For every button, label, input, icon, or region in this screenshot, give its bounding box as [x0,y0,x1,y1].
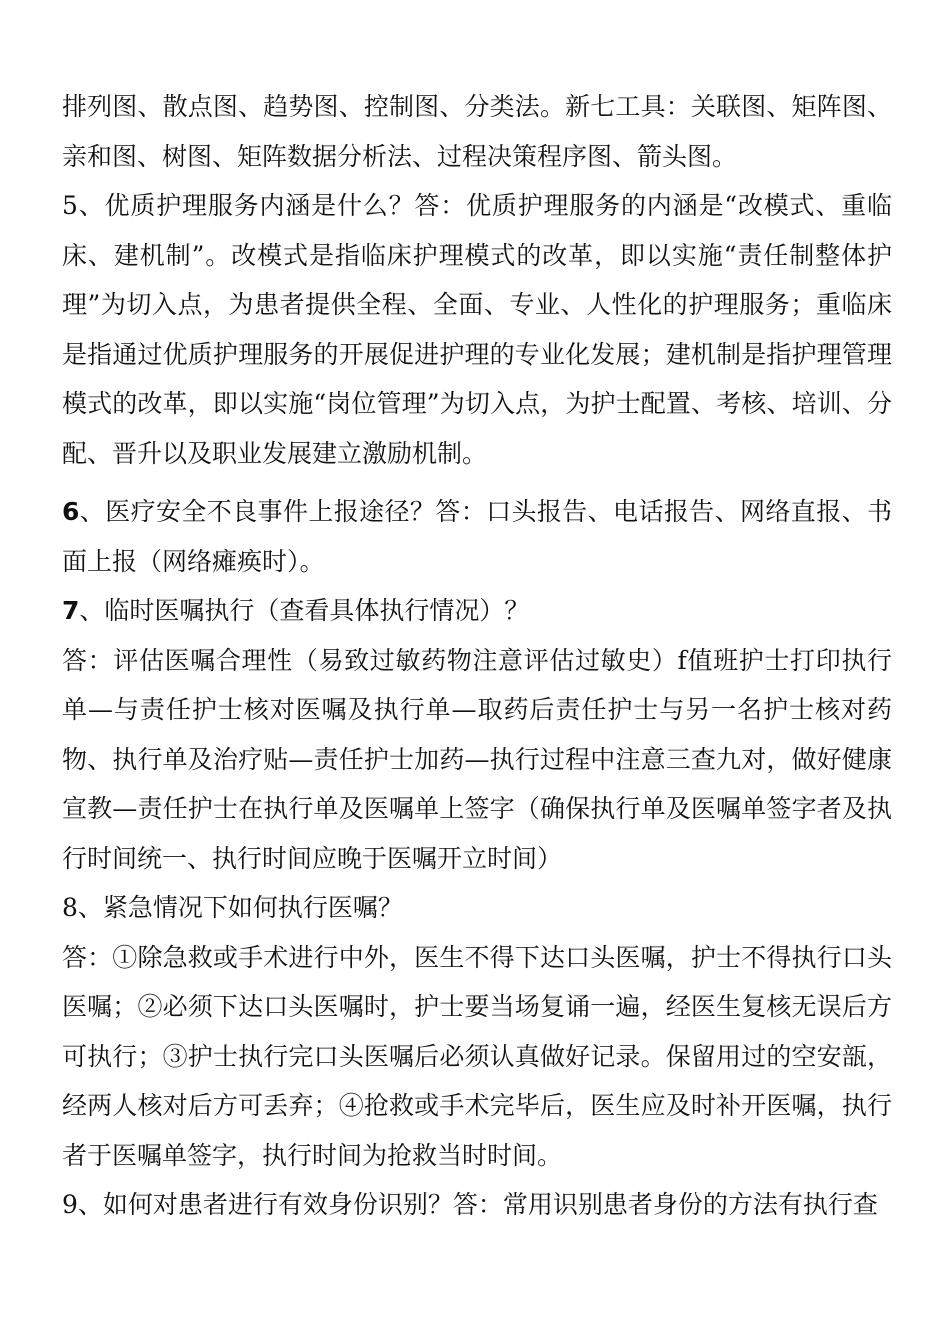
paragraph-number: 7 [62,596,80,625]
paragraph-text: 、如何对患者进行有效身份识别？答：常用识别患者身份的方法有执行查 [77,1190,878,1219]
paragraph-number: 9 [62,1190,78,1219]
document-page [62,82,892,1230]
paragraph-number: 5 [62,191,78,220]
paragraph-question-8 [62,883,892,933]
paragraph-text: 排列图、散点图、趋势图、控制图、分类法。新七工具：关联图、矩阵图、亲和图、树图、矩阵数据分析法、过程决策程序图、箭头图。 [62,92,892,171]
paragraph-question-5 [62,181,892,478]
paragraph-text: 答：评估医嘱合理性（易致过敏药物注意评估过敏史）f值班护士打印执行单—与责任护士核对医嘱及执行单—取药后责任护士与另一名护士核对药物、执行单及治疗贴—责任护士加药—执行过程中注意三查九对，做好健康宣教—责任护士在执行单及医嘱单上签字（确保执行单及医嘱单签字者及执行时间统一、执行时间应晚于医嘱开立时间） [62,645,892,873]
paragraph-text: 答：①除急救或手术进行中外，医生不得下达口头医嘱，护士不得执行口头医嘱；②必须下达口头医嘱时，护士要当场复诵一遍，经医生复核无误后方可执行；③护士执行完口头医嘱后必须认真做好记录。保留用过的空安瓿，经两人核对后方可丢弃；④抢救或手术完毕后，医生应及时补开医嘱，执行者于医嘱单签字，执行时间为抢救当时时间。 [62,942,892,1170]
paragraph-answer-8 [62,933,892,1181]
paragraph-text: 、临时医嘱执行（查看具体执行情况）？ [79,596,530,625]
paragraph-question-9 [62,1180,892,1230]
paragraph-answer-7 [62,636,892,884]
paragraph-question-6 [62,487,892,586]
paragraph-text: 、医疗安全不良事件上报途径？答：口头报告、电话报告、网络直报、书面上报（网络瘫痪时）。 [62,497,892,576]
paragraph-number: 8 [62,893,78,922]
paragraph-question-7 [62,586,892,636]
paragraph-number: 6 [62,497,80,526]
paragraph-text: 、优质护理服务内涵是什么？答：优质护理服务的内涵是“改模式、重临床、建机制”。改模式是指临床护理模式的改革，即以实施“责任制整体护理”为切入点，为患者提供全程、全面、专业、人性化的护理服务；重临床是指通过优质护理服务的开展促进护理的专业化发展；建机制是指护理管理模式的改革，即以实施“岗位管理”为切入点，为护士配置、考核、培训、分配、晋升以及职业发展建立激励机制。 [62,191,892,468]
paragraph-tools [62,82,892,181]
paragraph-text: 、紧急情况下如何执行医嘱？ [77,893,403,922]
